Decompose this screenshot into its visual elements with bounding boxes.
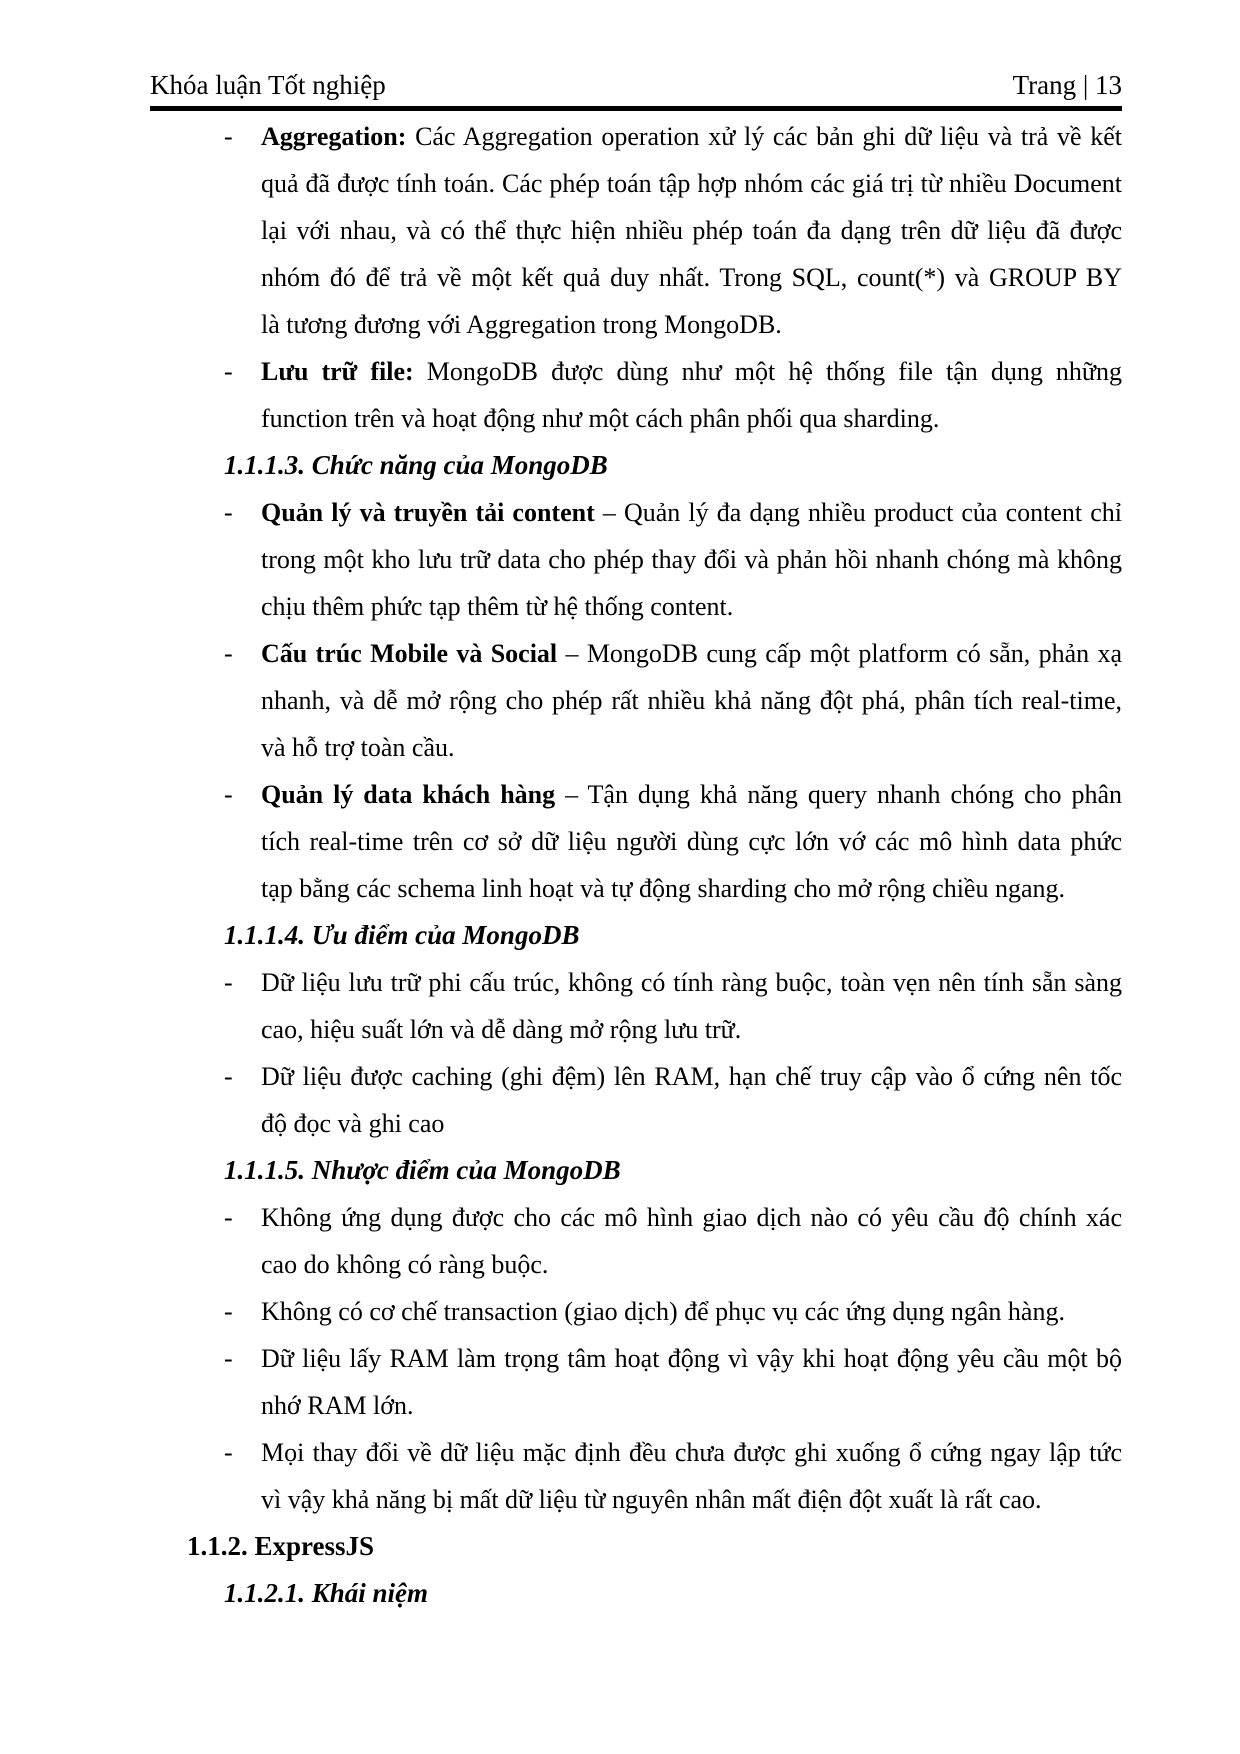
text-run: Dữ liệu lấy RAM làm trọng tâm hoạt động vì vậy khi hoạt động yêu cầu một bộ	[261, 1344, 1122, 1373]
text-line	[261, 630, 1122, 677]
bullet-marker: -	[224, 1203, 233, 1232]
text-line	[261, 489, 1122, 536]
text-line	[261, 254, 1122, 301]
text-line	[261, 724, 1122, 771]
text-run: Không có cơ chế transaction (giao dịch) để phục vụ các ứng dụng ngân hàng.	[261, 1297, 1065, 1326]
text-line	[261, 536, 1122, 583]
text-run: nhóm đó để trả về một kết quả duy nhất. Trong SQL, count(*) và GROUP BY	[261, 263, 1122, 292]
text-run: là tương đương với Aggregation trong MongoDB.	[261, 310, 782, 339]
bullet-marker: -	[224, 122, 233, 151]
section-heading: 1.1.1.4. Ưu điểm của MongoDB	[224, 920, 580, 950]
bullet-text	[261, 348, 1122, 442]
text-line	[261, 677, 1122, 724]
text-run: Các Aggregation operation xử lý các bản ghi dữ liệu và trả về kết	[406, 122, 1122, 151]
bullet-text	[261, 959, 1122, 1053]
text-run: lại với nhau, và có thể thực hiện nhiều phép toán đa dạng trên dữ liệu đã được	[261, 216, 1122, 245]
page-header	[150, 70, 1122, 111]
text-line	[261, 1335, 1122, 1382]
text-line	[261, 301, 1122, 348]
text-line	[261, 348, 1122, 395]
bullet-marker: -	[224, 1062, 233, 1091]
bullet-text	[261, 1335, 1122, 1429]
bullet-text	[261, 1429, 1122, 1523]
bullet-item	[150, 1429, 1122, 1523]
text-run: và hỗ trợ toàn cầu.	[261, 733, 455, 762]
text-run: quả đã được tính toán. Các phép toán tập hợp nhóm các giá trị từ nhiều Document	[261, 169, 1122, 198]
text-run: trong một kho lưu trữ data cho phép thay đổi và phản hồi nhanh chóng mà không	[261, 545, 1122, 574]
text-run: chịu thêm phức tạp thêm từ hệ thống content.	[261, 592, 734, 621]
text-run: – Tận dụng khả năng query nhanh chóng cho phân	[555, 780, 1122, 809]
bold-run: Aggregation:	[261, 122, 407, 151]
text-line	[261, 771, 1122, 818]
bullet-marker: -	[224, 1297, 233, 1326]
text-line	[261, 1053, 1122, 1100]
bullet-item	[150, 489, 1122, 630]
text-run: độ đọc và ghi cao	[261, 1109, 445, 1138]
text-run: cao do không có ràng buộc.	[261, 1250, 549, 1279]
bullet-text	[261, 771, 1122, 912]
bullet-text	[261, 489, 1122, 630]
text-run: Dữ liệu được caching (ghi đệm) lên RAM, hạn chế truy cập vào ổ cứng nên tốc	[261, 1062, 1122, 1091]
document-body	[150, 113, 1122, 1617]
text-line	[261, 1194, 1122, 1241]
section-heading: 1.1.1.3. Chức năng của MongoDB	[224, 450, 608, 480]
text-line	[261, 1476, 1122, 1523]
text-line	[261, 160, 1122, 207]
text-line	[261, 1288, 1122, 1335]
text-run: tích real-time trên cơ sở dữ liệu người dùng cực lớn vớ các mô hình data phức	[261, 827, 1122, 856]
text-line	[261, 865, 1122, 912]
text-run: function trên và hoạt động như một cách phân phối qua sharding.	[261, 404, 940, 433]
text-line	[261, 1429, 1122, 1476]
text-line	[261, 1100, 1122, 1147]
text-run: Không ứng dụng được cho các mô hình giao dịch nào có yêu cầu độ chính xác	[261, 1203, 1122, 1232]
bullet-marker: -	[224, 498, 233, 527]
bold-run: Cấu trúc Mobile và Social	[261, 639, 558, 668]
bullet-marker: -	[224, 357, 233, 386]
bullet-marker: -	[224, 780, 233, 809]
header-page-number: Trang | 13	[1012, 70, 1122, 100]
text-run: MongoDB được dùng như một hệ thống file tận dụng những	[413, 357, 1122, 386]
bold-run: Quản lý và truyền tải content	[261, 498, 595, 527]
bullet-item	[150, 1194, 1122, 1288]
header-title: Khóa luận Tốt nghiệp	[150, 70, 386, 100]
bullet-item	[150, 630, 1122, 771]
text-run: tạp bằng các schema linh hoạt và tự động sharding cho mở rộng chiều ngang.	[261, 874, 1066, 903]
text-run: nhanh, và dễ mở rộng cho phép rất nhiều khả năng đột phá, phân tích real-time,	[261, 686, 1122, 715]
bullet-item	[150, 348, 1122, 442]
text-line	[261, 113, 1122, 160]
bullet-item	[150, 771, 1122, 912]
bullet-item	[150, 1288, 1122, 1335]
text-line	[261, 1006, 1122, 1053]
bullet-item	[150, 1053, 1122, 1147]
text-line	[261, 818, 1122, 865]
bullet-item	[150, 959, 1122, 1053]
text-run: vì vậy khả năng bị mất dữ liệu từ nguyên nhân mất điện đột xuất là rất cao.	[261, 1485, 1042, 1514]
section-heading: 1.1.2. ExpressJS	[187, 1531, 375, 1561]
bullet-item	[150, 1335, 1122, 1429]
text-run: Dữ liệu lưu trữ phi cấu trúc, không có tính ràng buộc, toàn vẹn nên tính sẵn sàng	[261, 968, 1122, 997]
text-line	[261, 1241, 1122, 1288]
section-heading: 1.1.2.1. Khái niệm	[224, 1578, 429, 1608]
text-line	[261, 1382, 1122, 1429]
bullet-marker: -	[224, 1438, 233, 1467]
bullet-text	[261, 113, 1122, 348]
section-heading: 1.1.1.5. Nhược điểm của MongoDB	[224, 1155, 621, 1185]
bullet-marker: -	[224, 968, 233, 997]
bullet-marker: -	[224, 639, 233, 668]
text-run: – MongoDB cung cấp một platform có sẵn, phản xạ	[557, 639, 1122, 668]
bullet-item	[150, 113, 1122, 348]
text-line	[261, 395, 1122, 442]
text-line	[261, 959, 1122, 1006]
text-run: – Quản lý đa dạng nhiều product của content chỉ	[594, 498, 1122, 527]
text-line	[261, 583, 1122, 630]
bold-run: Quản lý data khách hàng	[261, 780, 556, 809]
bullet-text	[261, 1053, 1122, 1147]
text-run: cao, hiệu suất lớn và dễ dàng mở rộng lưu trữ.	[261, 1015, 742, 1044]
text-run: Mọi thay đổi về dữ liệu mặc định đều chưa được ghi xuống ổ cứng ngay lập tức	[261, 1438, 1122, 1467]
bullet-text	[261, 1288, 1122, 1335]
bullet-text	[261, 630, 1122, 771]
text-run: nhớ RAM lớn.	[261, 1391, 414, 1420]
text-line	[261, 207, 1122, 254]
bullet-marker: -	[224, 1344, 233, 1373]
bullet-text	[261, 1194, 1122, 1288]
bold-run: Lưu trữ file:	[261, 357, 414, 386]
